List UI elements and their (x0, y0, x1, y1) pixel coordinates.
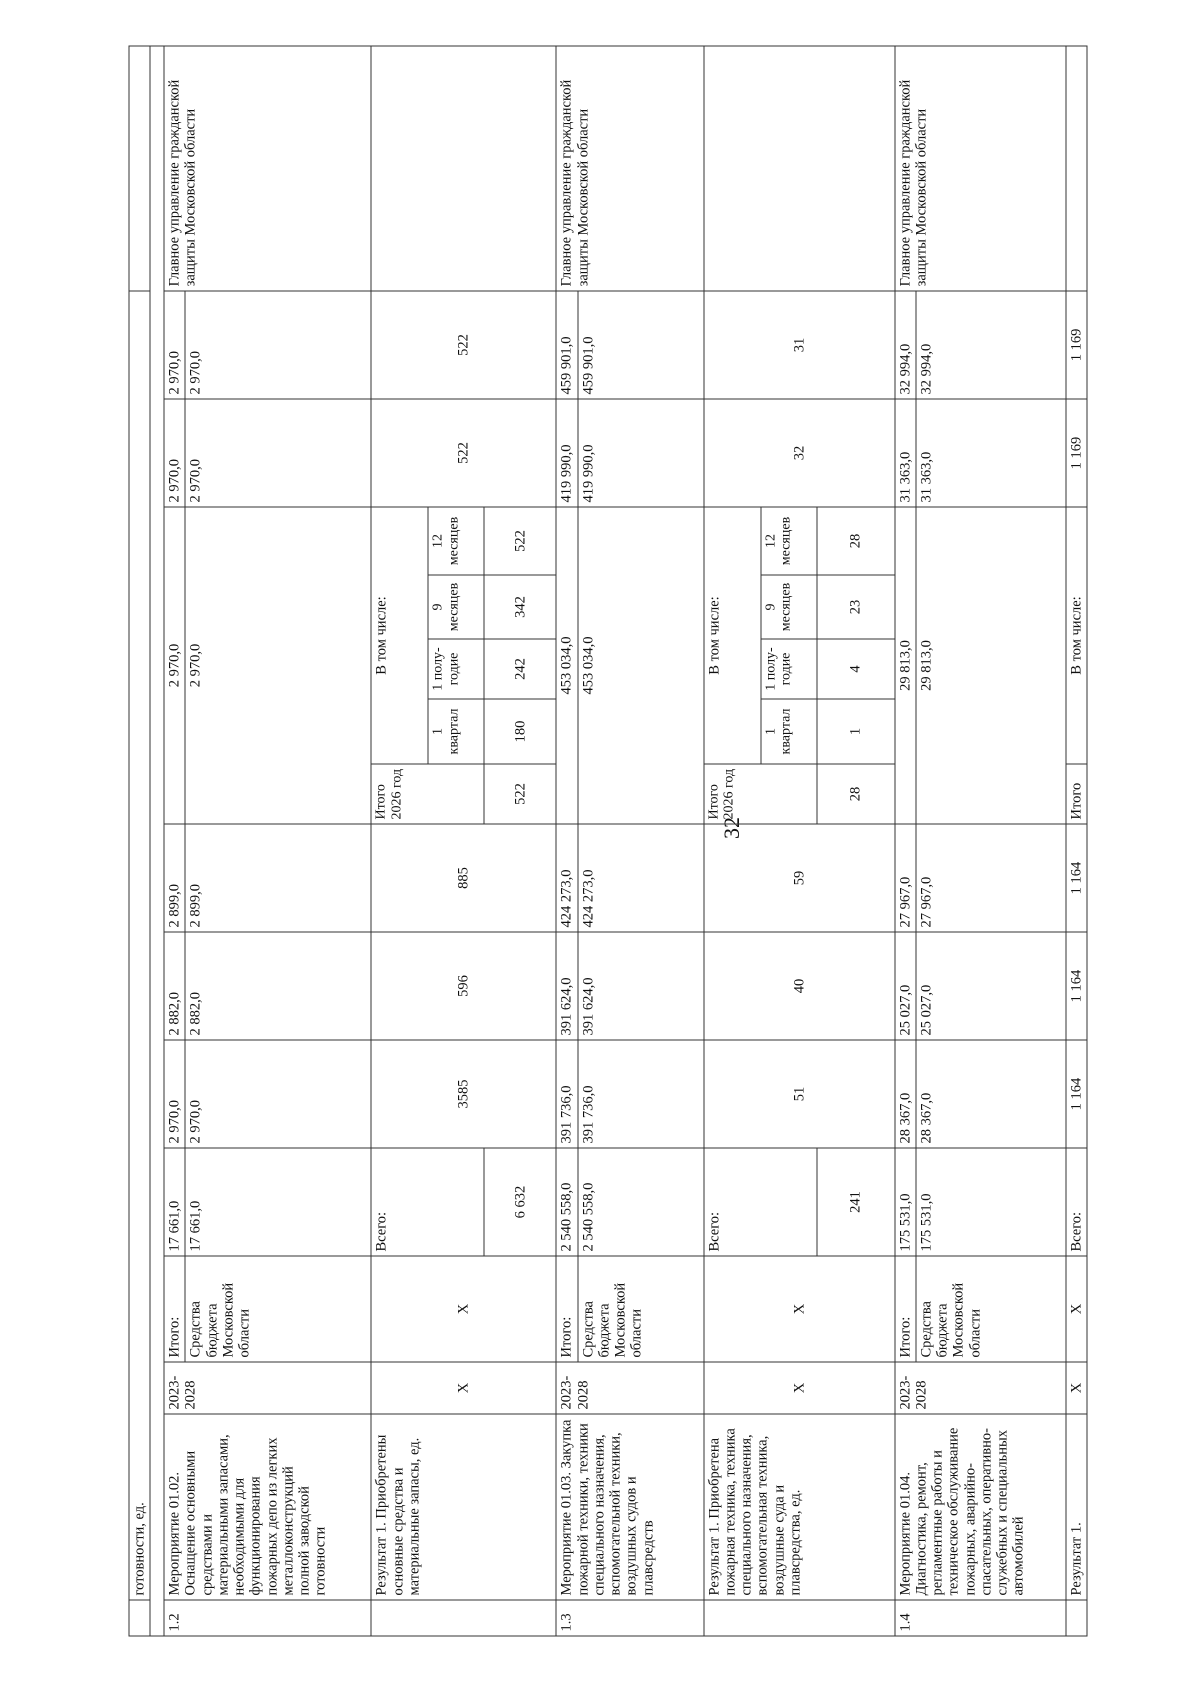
quarter-header: 9 месяцев (428, 575, 484, 639)
amount-2023: 2 970,0 (185, 1040, 371, 1148)
amount-2025: 27 967,0 (916, 824, 1066, 932)
amount-2026: 29 813,0 (895, 507, 916, 824)
amount-2028: 2 970,0 (185, 291, 371, 399)
measure-name: Мероприятие 01.03. Закупка пожарной техники, техники специального назначения, вспомогательной техники, воздушных судов и плавсредств (556, 1414, 703, 1600)
quarter-header: 1 полу-годие (428, 639, 484, 699)
table-row (371, 46, 428, 1636)
result-label: Результат 1. Приобретены основные средства и материальные запасы, ед. (371, 1414, 556, 1600)
amount-2027: 2 970,0 (185, 399, 371, 507)
table-row (556, 46, 577, 1636)
row-code: 1.2 (164, 1600, 371, 1636)
amount-2023: 391 736,0 (556, 1040, 577, 1148)
result-total-label: Всего: (1066, 1148, 1087, 1256)
quarter-header: 9 месяцев (761, 575, 817, 639)
amount-2028: 459 901,0 (556, 291, 577, 399)
amount-2028: 459 901,0 (578, 291, 704, 399)
amount-2026: 29 813,0 (916, 507, 1066, 824)
result-total-label: Всего: (371, 1148, 484, 1256)
result-2027: 32 (704, 399, 895, 507)
amount-total: 175 531,0 (916, 1148, 1066, 1256)
total-label: Итого: (895, 1256, 916, 1362)
result-2025: 59 (704, 824, 895, 932)
amount-total: 2 540 558,0 (556, 1148, 577, 1256)
amount-2028: 32 994,0 (916, 291, 1066, 399)
amount-2026: 2 970,0 (185, 507, 371, 824)
result-2024: 40 (704, 932, 895, 1040)
amount-2024: 2 882,0 (185, 932, 371, 1040)
executor: Главное управление гражданской защиты Московской области (556, 46, 703, 291)
amount-2024: 25 027,0 (895, 932, 916, 1040)
amount-2026: 453 034,0 (578, 507, 704, 824)
amount-2023: 2 970,0 (164, 1040, 185, 1148)
quarter-value: 522 (484, 507, 556, 575)
funding-source: Средства бюджета Московской области (916, 1256, 1066, 1362)
itogo-2026-label: Итого 2026 год (371, 764, 484, 824)
total-label: Итого: (556, 1256, 577, 1362)
quarter-value: 242 (484, 639, 556, 699)
amount-2027: 419 990,0 (556, 399, 577, 507)
amount-2025: 424 273,0 (578, 824, 704, 932)
quarter-header: 12 месяцев (428, 507, 484, 575)
quarter-value: 342 (484, 575, 556, 639)
program-table (129, 45, 1088, 1636)
amount-2023: 28 367,0 (916, 1040, 1066, 1148)
result-period: X (371, 1362, 556, 1414)
amount-2028: 2 970,0 (164, 291, 185, 399)
amount-2025: 2 899,0 (164, 824, 185, 932)
amount-2025: 424 273,0 (556, 824, 577, 932)
amount-total: 17 661,0 (164, 1148, 185, 1256)
funding-source: Средства бюджета Московской области (185, 1256, 371, 1362)
amount-2023: 391 736,0 (578, 1040, 704, 1148)
amount-2027: 2 970,0 (164, 399, 185, 507)
amount-total: 175 531,0 (895, 1148, 916, 1256)
quarter-value: 180 (484, 699, 556, 764)
result-source: X (704, 1256, 895, 1362)
result-label: Результат 1. Приобретена пожарная техника, техника специального назначения, вспомогательная техника, воздушные суда и плавсредства, ед. (704, 1414, 895, 1600)
amount-2023: 28 367,0 (895, 1040, 916, 1148)
row-code: 1.3 (556, 1600, 703, 1636)
result-2027: 1 169 (1066, 399, 1087, 507)
amount-2024: 25 027,0 (916, 932, 1066, 1040)
result-2024: 1 164 (1066, 932, 1087, 1040)
amount-2027: 31 363,0 (895, 399, 916, 507)
measure-name: Мероприятие 01.04. Диагностика, ремонт, регламентные работы и техническое обслуживание пожарных, аварийно-спасательных, оперативно-служебных и специальных автомобилей (895, 1414, 1066, 1600)
result-2025: 885 (371, 824, 556, 932)
itogo-2026-value: 522 (484, 764, 556, 824)
quarter-header: 1 квартал (761, 699, 817, 764)
result-period: X (704, 1362, 895, 1414)
total-label: Итого: (164, 1256, 185, 1362)
table-row (895, 46, 916, 1636)
result-2023: 1 164 (1066, 1040, 1087, 1148)
amount-2025: 2 899,0 (185, 824, 371, 932)
amount-2025: 27 967,0 (895, 824, 916, 932)
quarter-header: 1 полу-годие (761, 639, 817, 699)
vtom-chisle-label: В том числе: (371, 507, 428, 764)
executor: Главное управление гражданской защиты Московской области (164, 46, 371, 291)
result-2023: 3585 (371, 1040, 556, 1148)
period: 2023-2028 (556, 1362, 703, 1414)
quarter-value: 23 (817, 575, 895, 639)
itogo-2026-label: Итого (1066, 764, 1087, 824)
result-source: X (371, 1256, 556, 1362)
table-row (150, 46, 164, 1636)
result-total: 6 632 (484, 1148, 556, 1256)
result-2028: 522 (371, 291, 556, 399)
executor: Главное управление гражданской защиты Московской области (895, 46, 1066, 291)
result-2024: 596 (371, 932, 556, 1040)
amount-2027: 31 363,0 (916, 399, 1066, 507)
amount-2024: 2 882,0 (164, 932, 185, 1040)
funding-source: Средства бюджета Московской области (578, 1256, 704, 1362)
result-total: 241 (817, 1148, 895, 1256)
result-2028: 31 (704, 291, 895, 399)
result-2023: 51 (704, 1040, 895, 1148)
result-2025: 1 164 (1066, 824, 1087, 932)
itogo-2026-label: Итого 2026 год (704, 764, 817, 824)
result-period: X (1066, 1362, 1087, 1414)
period: 2023-2028 (895, 1362, 1066, 1414)
amount-2026: 2 970,0 (164, 507, 185, 824)
period: 2023-2028 (164, 1362, 371, 1414)
quarter-header: 1 квартал (428, 699, 484, 764)
vtom-chisle-label: В том числе: (704, 507, 761, 764)
quarter-header: 12 месяцев (761, 507, 817, 575)
measure-name: Мероприятие 01.02. Оснащение основными средствами и материальными запасами, необходимыми для функционирования пожарных депо из легких металлоконструкций полной заводской готовности (164, 1414, 371, 1600)
table-row (164, 46, 185, 1636)
amount-2027: 419 990,0 (578, 399, 704, 507)
table-row (704, 46, 761, 1636)
continuation-text: готовности, ед. (129, 291, 150, 1600)
row-code: 1.4 (895, 1600, 1066, 1636)
amount-total: 2 540 558,0 (578, 1148, 704, 1256)
result-label: Результат 1. (1066, 1414, 1087, 1600)
result-total-label: Всего: (704, 1148, 817, 1256)
itogo-2026-value: 28 (817, 764, 895, 824)
result-2027: 522 (371, 399, 556, 507)
page-number: 32 (719, 817, 744, 839)
rotated-sheet (0, 20, 1200, 1677)
amount-2024: 391 624,0 (578, 932, 704, 1040)
quarter-value: 28 (817, 507, 895, 575)
amount-2028: 32 994,0 (895, 291, 916, 399)
quarter-value: 4 (817, 639, 895, 699)
result-2028: 1 169 (1066, 291, 1087, 399)
amount-2024: 391 624,0 (556, 932, 577, 1040)
vtom-chisle-label: В том числе: (1066, 507, 1087, 764)
table-row (129, 46, 150, 1636)
result-source: X (1066, 1256, 1087, 1362)
amount-total: 17 661,0 (185, 1148, 371, 1256)
quarter-value: 1 (817, 699, 895, 764)
table-row (1066, 46, 1087, 1636)
amount-2026: 453 034,0 (556, 507, 577, 824)
